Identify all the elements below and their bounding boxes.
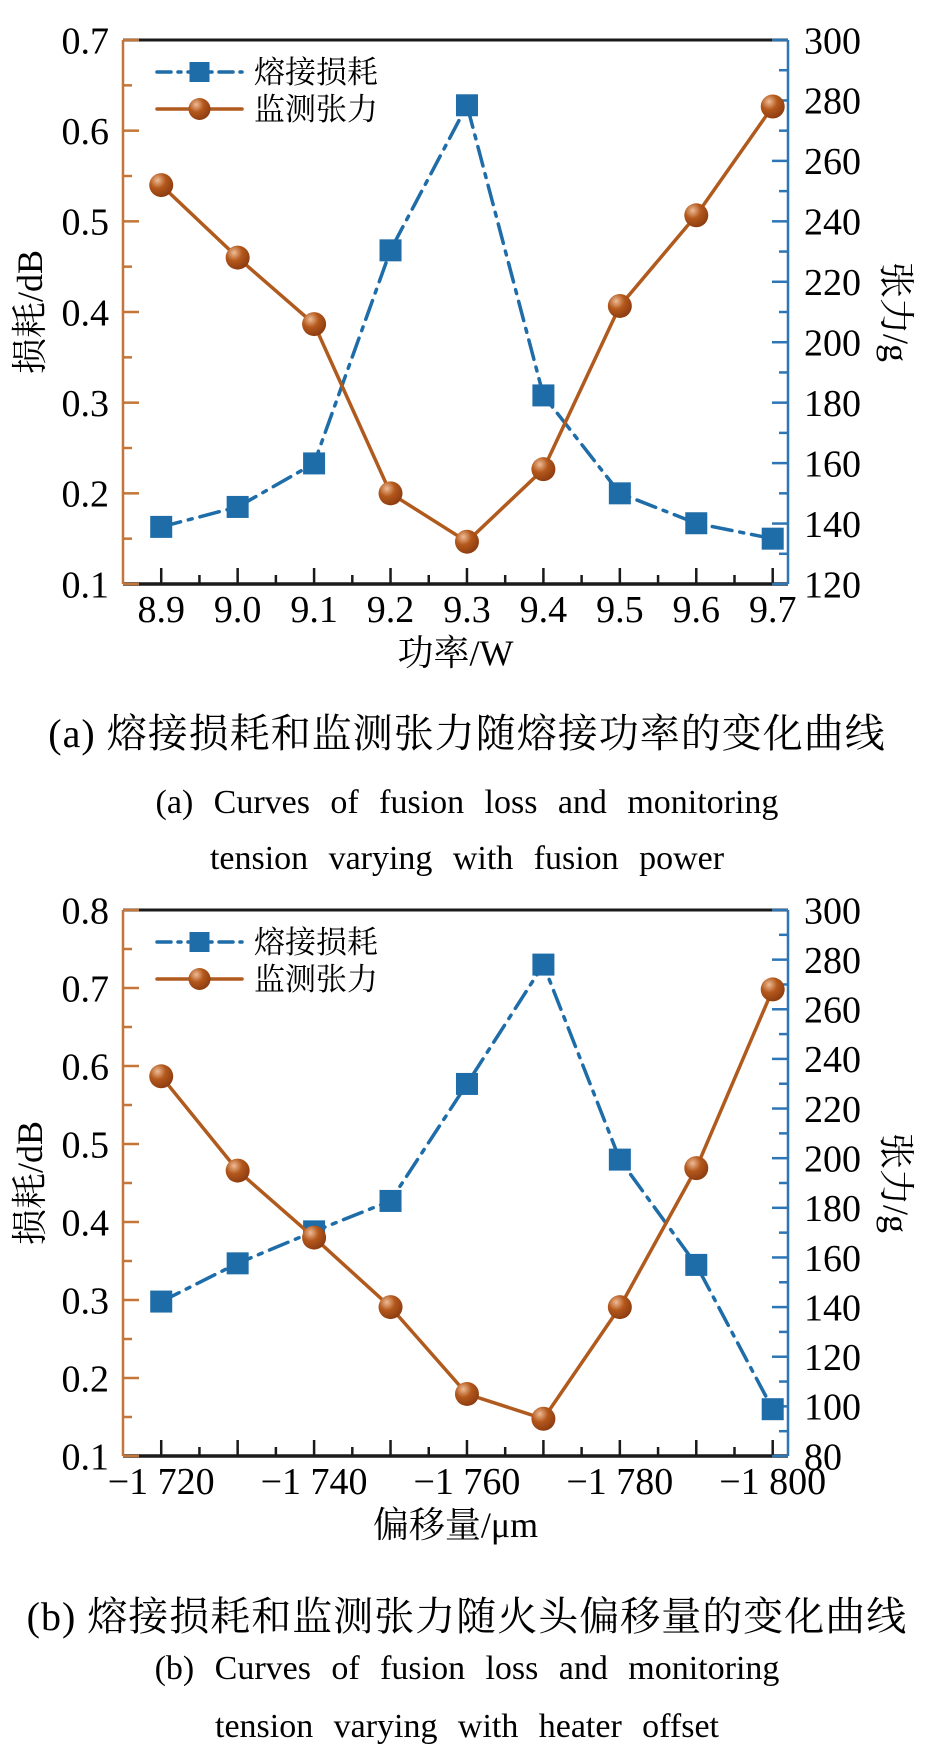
y-left-tick-label: 0.4 <box>61 1202 109 1245</box>
y-left-tick-label: 0.6 <box>61 1046 109 1089</box>
tension-ball-marker <box>684 1156 708 1180</box>
loss-square-marker <box>609 482 631 504</box>
y-left-tick-label: 0.5 <box>61 1124 109 1167</box>
y-left-tick-label: 0.1 <box>61 564 109 607</box>
chart-panel-b <box>0 870 934 1570</box>
loss-square-marker <box>150 1291 172 1313</box>
caption-a-chinese: (a) 熔接损耗和监测张力随熔接功率的变化曲线 <box>48 711 886 756</box>
y-right-tick-label: 200 <box>804 322 861 365</box>
tension-ball-marker <box>226 1159 250 1183</box>
y-right-tick-label: 120 <box>804 564 861 607</box>
y-right-tick-label: 140 <box>804 503 861 546</box>
y-right-tick-label: 240 <box>804 1039 861 1082</box>
y-right-tick-label: 220 <box>804 1088 861 1131</box>
y-left-tick-label: 0.3 <box>61 382 109 425</box>
x-tick-label: 9.6 <box>672 589 721 631</box>
y-right-tick-label: 160 <box>804 1237 861 1280</box>
caption-a-english-line2: tension varying with fusion power <box>209 840 725 877</box>
y-right-tick-label: 180 <box>804 1188 861 1231</box>
y-right-tick-label: 260 <box>804 141 861 184</box>
loss-square-marker <box>532 954 554 976</box>
y-left-tick-label: 0.6 <box>61 110 109 153</box>
y-left-tick-label: 0.1 <box>61 1436 109 1479</box>
tension-ball-marker <box>302 312 326 336</box>
x-tick-label: 8.9 <box>137 589 185 631</box>
y-right-tick-label: 280 <box>804 80 861 123</box>
x-tick-label: 9.1 <box>290 589 338 631</box>
tension-ball-marker <box>684 203 708 227</box>
x-tick-label: 9.2 <box>366 589 415 631</box>
loss-square-marker <box>227 1252 249 1274</box>
tension-ball-marker <box>379 481 403 505</box>
y-right-tick-label: 140 <box>804 1287 861 1330</box>
tension-ball-marker <box>149 1064 173 1088</box>
tension-ball-marker <box>455 1382 479 1406</box>
x-tick-label: −1 780 <box>566 1461 674 1503</box>
y-right-tick-label: 180 <box>804 382 861 425</box>
tension-ball-marker <box>302 1226 326 1250</box>
tension-ball-marker <box>608 1295 632 1319</box>
x-tick-label: −1 800 <box>719 1461 827 1503</box>
loss-square-marker <box>380 1190 402 1212</box>
y-right-tick-label: 160 <box>804 443 861 486</box>
x-tick-label: 9.3 <box>443 589 491 631</box>
legend-ball-marker <box>189 968 211 990</box>
loss-square-marker <box>227 496 249 518</box>
tension-ball-marker <box>149 173 173 197</box>
x-axis-label: 偏移量/μm <box>372 1505 539 1545</box>
legend-label: 监测张力 <box>254 961 378 997</box>
loss-square-marker <box>685 512 707 534</box>
loss-square-marker <box>456 94 478 116</box>
tension-ball-marker <box>761 94 785 118</box>
loss-square-marker <box>303 452 325 474</box>
x-tick-label: 9.7 <box>748 589 797 631</box>
caption-b-english-line1: (b) Curves of fusion loss and monitoring <box>154 1650 780 1687</box>
loss-square-marker <box>762 528 784 550</box>
chart-panel-a <box>0 0 934 700</box>
y-axis-label-right: 张力/g <box>876 1132 916 1234</box>
series-line-loss <box>161 105 773 538</box>
y-right-tick-label: 120 <box>804 1337 861 1380</box>
legend-square-marker <box>190 932 210 952</box>
legend-label: 熔接损耗 <box>254 54 378 90</box>
x-tick-label: −1 740 <box>260 1461 368 1503</box>
x-tick-label: −1 760 <box>413 1461 521 1503</box>
legend-label: 监测张力 <box>254 91 378 127</box>
series-line-loss <box>161 965 773 1410</box>
x-tick-label: −1 720 <box>107 1461 215 1503</box>
tension-ball-marker <box>226 246 250 270</box>
y-left-tick-label: 0.3 <box>61 1280 109 1323</box>
x-tick-label: 9.5 <box>596 589 644 631</box>
y-right-tick-label: 260 <box>804 989 861 1032</box>
loss-square-marker <box>762 1398 784 1420</box>
y-right-tick-label: 280 <box>804 939 861 982</box>
y-left-tick-label: 0.7 <box>61 968 109 1011</box>
series-line-tension <box>161 107 773 542</box>
legend-square-marker <box>190 62 210 82</box>
y-right-tick-label: 200 <box>804 1138 861 1181</box>
tension-ball-marker <box>455 530 479 554</box>
loss-square-marker <box>150 516 172 538</box>
y-right-tick-label: 220 <box>804 262 861 305</box>
y-left-tick-label: 0.2 <box>61 473 109 516</box>
caption-b-chinese: (b) 熔接损耗和监测张力随火头偏移量的变化曲线 <box>26 1594 908 1639</box>
loss-square-marker <box>456 1073 478 1095</box>
x-tick-label: 9.0 <box>213 589 262 631</box>
y-right-tick-label: 240 <box>804 201 861 244</box>
x-axis-label: 功率/W <box>397 633 514 673</box>
legend-label: 熔接损耗 <box>254 924 378 960</box>
y-axis-label-right: 张力/g <box>876 261 916 363</box>
tension-ball-marker <box>379 1295 403 1319</box>
legend-ball-marker <box>189 98 211 120</box>
y-left-tick-label: 0.7 <box>61 20 109 63</box>
y-left-tick-label: 0.2 <box>61 1358 109 1401</box>
tension-ball-marker <box>531 1407 555 1431</box>
caption-b-english-line2: tension varying with heater offset <box>215 1708 719 1745</box>
y-right-tick-label: 80 <box>804 1436 842 1479</box>
tension-ball-marker <box>608 294 632 318</box>
y-left-tick-label: 0.4 <box>61 292 109 335</box>
loss-square-marker <box>380 239 402 261</box>
y-right-tick-label: 300 <box>804 20 861 63</box>
tension-ball-marker <box>531 457 555 481</box>
x-tick-label: 9.4 <box>519 589 568 631</box>
tension-ball-marker <box>761 977 785 1001</box>
y-right-tick-label: 300 <box>804 890 861 933</box>
caption-a-english-line1: (a) Curves of fusion loss and monitoring <box>155 784 779 821</box>
y-axis-label-left: 损耗/dB <box>10 249 50 375</box>
y-left-tick-label: 0.5 <box>61 201 109 244</box>
y-left-tick-label: 0.8 <box>61 890 109 933</box>
loss-square-marker <box>532 384 554 406</box>
loss-square-marker <box>609 1149 631 1171</box>
loss-square-marker <box>685 1254 707 1276</box>
y-axis-label-left: 损耗/dB <box>10 1120 50 1246</box>
series-line-tension <box>161 989 773 1418</box>
y-right-tick-label: 100 <box>804 1386 861 1429</box>
